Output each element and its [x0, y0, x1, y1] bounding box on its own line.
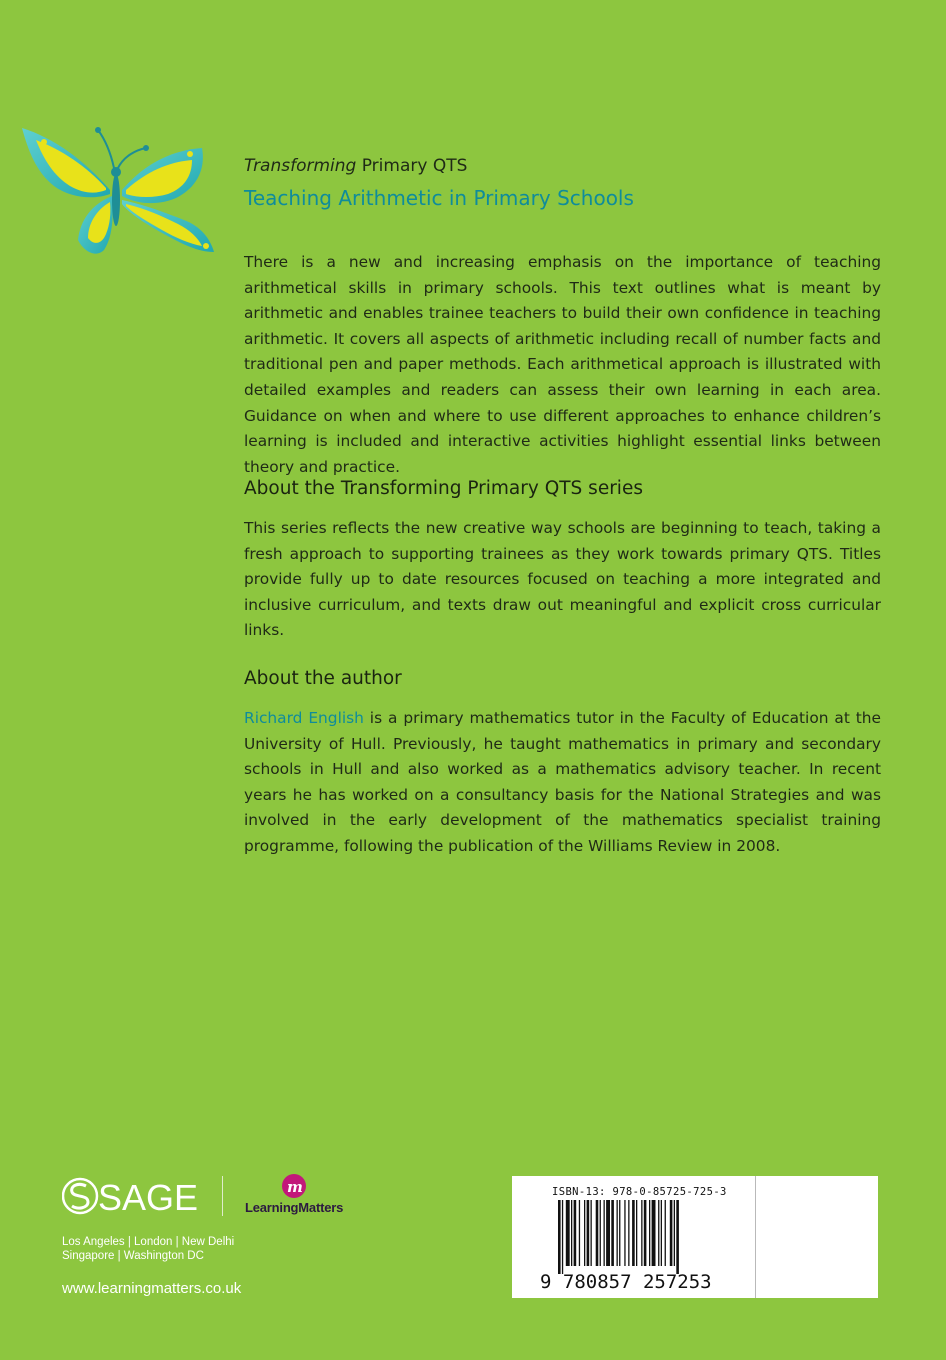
barcode-bar: [600, 1200, 601, 1266]
barcode-bar: [591, 1200, 592, 1266]
isbn-label: ISBN-13: 978-0-85725-725-3: [552, 1186, 727, 1198]
author-bio: is a primary mathematics tutor in the Faculty of Education at the University of Hull. Previously, he taught mathematics in primary and secondary schools in Hull and also worked as a mathematics advisory teacher. In recent years he has worked on a consultancy basis for the National Strategies and was involved in the early development of the mathematics specialist training programme, following the publication of the Williams Review in 2008.: [244, 709, 881, 855]
barcode-bar: [619, 1200, 620, 1266]
author-paragraph: [244, 706, 881, 860]
barcode-bar: [617, 1200, 618, 1266]
barcode-bar: [579, 1200, 580, 1266]
barcode-bar: [574, 1200, 577, 1266]
author-heading: About the author: [244, 668, 402, 689]
series-paragraph: This series reflects the new creative way schools are beginning to teach, taking a fresh approach to supporting trainees as they work towards primary QTS. Titles provide fully up to date resources focused on teaching a more integrated and inclusive curriculum, and texts draw out meaningful and explicit cross curricular links.: [244, 519, 881, 640]
barcode-bar: [611, 1200, 614, 1266]
blurb-paragraph: There is a new and increasing emphasis on the importance of teaching arithmetical skills in primary schools. This text outlines what is meant by arithmetic and enables trainee teachers to build their own confidence in teaching arithmetic. It covers all aspects of arithmetic including recall of number facts and traditional pen and paper methods. Each arithmetical approach is illustrated with detailed examples and readers can assess their own learning in each area. Guidance on when and where to use different approaches to enhance children’s learning is included and interactive activities highlight essential links between theory and practice.: [244, 253, 881, 476]
barcode-bar: [562, 1200, 563, 1274]
barcode-bar: [584, 1200, 585, 1266]
barcode-bar: [674, 1200, 675, 1266]
barcode-bar: [665, 1200, 666, 1266]
barcode-bar: [604, 1200, 605, 1266]
website-url: www.learningmatters.co.uk: [62, 1280, 242, 1297]
author-name: Richard English: [244, 709, 364, 727]
barcode-bar: [558, 1200, 561, 1274]
book-title: Teaching Arithmetic in Primary Schools: [244, 186, 634, 210]
barcode-bar: [641, 1200, 642, 1266]
cities-line-2: Singapore | Washington DC: [62, 1249, 204, 1262]
logo-divider: [222, 1176, 223, 1216]
barcode-bar: [596, 1200, 599, 1266]
series-name-rest: Primary QTS: [356, 156, 468, 176]
barcode-bar: [636, 1200, 637, 1266]
publisher-cities: [62, 1236, 234, 1263]
barcode-bar: [649, 1200, 650, 1266]
barcode-bar: [606, 1200, 610, 1266]
barcode-bar: [661, 1200, 662, 1266]
barcode-bar: [644, 1200, 647, 1266]
butterfly-icon: [14, 120, 220, 266]
learning-matters-mark: m: [287, 1178, 303, 1196]
barcode-bar: [624, 1200, 625, 1266]
barcode-bar: [571, 1200, 572, 1266]
barcode-bars: [558, 1200, 679, 1274]
barcode-bar: [587, 1200, 590, 1266]
barcode-bar: [670, 1200, 673, 1266]
cities-line-1: Los Angeles | London | New Delhi: [62, 1236, 235, 1248]
barcode: [540, 1200, 730, 1292]
series-heading: About the Transforming Primary QTS series: [244, 478, 643, 499]
barcode-bar: [652, 1200, 656, 1266]
series-name-italic: Transforming: [244, 156, 357, 176]
barcode-bar: [566, 1200, 570, 1266]
barcode-digits: 9 780857 257253: [540, 1271, 712, 1292]
sage-logo: [62, 1172, 212, 1222]
learning-matters-logo-text: LearningMatters: [245, 1200, 344, 1215]
barcode-bar: [658, 1200, 659, 1266]
barcode-bar: [632, 1200, 635, 1266]
barcode-divider: [755, 1176, 756, 1298]
barcode-bar: [676, 1200, 679, 1274]
series-name: [244, 156, 467, 176]
sage-logo-text: SAGE: [98, 1177, 199, 1218]
barcode-bar: [628, 1200, 629, 1266]
